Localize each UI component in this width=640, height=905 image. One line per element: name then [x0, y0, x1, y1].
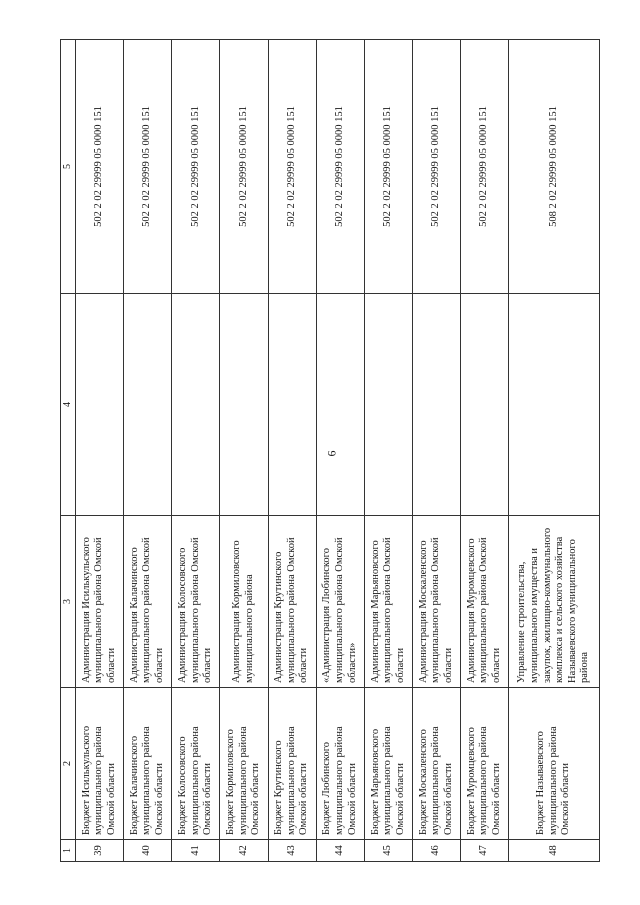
column-4-cell	[220, 294, 268, 516]
budget-name: Бюджет Марьяновского муниципального района Омской области	[364, 688, 412, 840]
table-row	[76, 40, 124, 862]
table-header-row	[61, 40, 76, 862]
administrator-name: Администрация Крутинского муниципального района Омской области	[268, 516, 316, 688]
column-4-cell	[172, 294, 220, 516]
budget-name: Бюджет Называевского муниципального района Омской области	[509, 688, 600, 840]
budget-code: 502 2 02 29999 05 0000 151	[220, 40, 268, 294]
column-header-5: 5	[61, 40, 76, 294]
page-number: 6	[324, 450, 339, 457]
column-header-1: 1	[61, 840, 76, 862]
budget-name: Бюджет Любинского муниципального района Омской области	[316, 688, 364, 840]
row-number: 40	[124, 840, 172, 862]
administrator-name: Администрация Марьяновского муниципального района Омской области	[364, 516, 412, 688]
budget-name: Бюджет Кормиловского муниципального района Омской области	[220, 688, 268, 840]
budget-name: Бюджет Муромцевского муниципального района Омской области	[461, 688, 509, 840]
row-number: 42	[220, 840, 268, 862]
column-header-4: 4	[61, 294, 76, 516]
row-number: 39	[76, 840, 124, 862]
budget-name: Бюджет Исилькульского муниципального района Омской области	[76, 688, 124, 840]
column-4-cell	[509, 294, 600, 516]
budget-code: 502 2 02 29999 05 0000 151	[316, 40, 364, 294]
table-row	[412, 40, 460, 862]
administrator-name: Администрация Колосовского муниципального района Омской области	[172, 516, 220, 688]
administrator-name: Администрация Кормиловского муниципального района	[220, 516, 268, 688]
column-header-2: 2	[61, 688, 76, 840]
budget-code: 502 2 02 29999 05 0000 151	[412, 40, 460, 294]
column-4-cell	[364, 294, 412, 516]
budget-table	[60, 39, 600, 862]
table-row	[364, 40, 412, 862]
row-number: 48	[509, 840, 600, 862]
administrator-name: Управление строительства, муниципального имущества и закупок, жилищно-коммунального комплекса и сельского хозяйства Называевского муниципального района	[509, 516, 600, 688]
row-number: 46	[412, 840, 460, 862]
row-number: 45	[364, 840, 412, 862]
administrator-name: Администрация Калачинского муниципального района Омской области	[124, 516, 172, 688]
budget-name: Бюджет Колосовского муниципального района Омской области	[172, 688, 220, 840]
row-number: 44	[316, 840, 364, 862]
column-4-cell	[124, 294, 172, 516]
column-header-3: 3	[61, 516, 76, 688]
budget-name: Бюджет Калачинского муниципального района Омской области	[124, 688, 172, 840]
administrator-name: «Администрация Любинского муниципального района Омской области»	[316, 516, 364, 688]
budget-code: 502 2 02 29999 05 0000 151	[76, 40, 124, 294]
column-4-cell	[461, 294, 509, 516]
row-number: 47	[461, 840, 509, 862]
budget-code: 508 2 02 29999 05 0000 151	[509, 40, 600, 294]
table-row	[124, 40, 172, 862]
budget-code: 502 2 02 29999 05 0000 151	[364, 40, 412, 294]
table-row	[220, 40, 268, 862]
column-4-cell	[316, 294, 364, 516]
table-row	[268, 40, 316, 862]
row-number: 41	[172, 840, 220, 862]
administrator-name: Администрация Муромцевского муниципального района Омской области	[461, 516, 509, 688]
table-row	[172, 40, 220, 862]
budget-name: Бюджет Крутинского муниципального района Омской области	[268, 688, 316, 840]
budget-code: 502 2 02 29999 05 0000 151	[124, 40, 172, 294]
budget-code: 502 2 02 29999 05 0000 151	[172, 40, 220, 294]
table-row	[316, 40, 364, 862]
column-4-cell	[76, 294, 124, 516]
column-4-cell	[268, 294, 316, 516]
table-row	[509, 40, 600, 862]
column-4-cell	[412, 294, 460, 516]
table-container	[60, 40, 600, 862]
table-row	[461, 40, 509, 862]
budget-code: 502 2 02 29999 05 0000 151	[461, 40, 509, 294]
administrator-name: Администрация Москаленского муниципального района Омской области	[412, 516, 460, 688]
administrator-name: Администрация Исилькульского муниципального района Омской области	[76, 516, 124, 688]
budget-code: 502 2 02 29999 05 0000 151	[268, 40, 316, 294]
row-number: 43	[268, 840, 316, 862]
budget-name: Бюджет Москаленского муниципального района Омской области	[412, 688, 460, 840]
